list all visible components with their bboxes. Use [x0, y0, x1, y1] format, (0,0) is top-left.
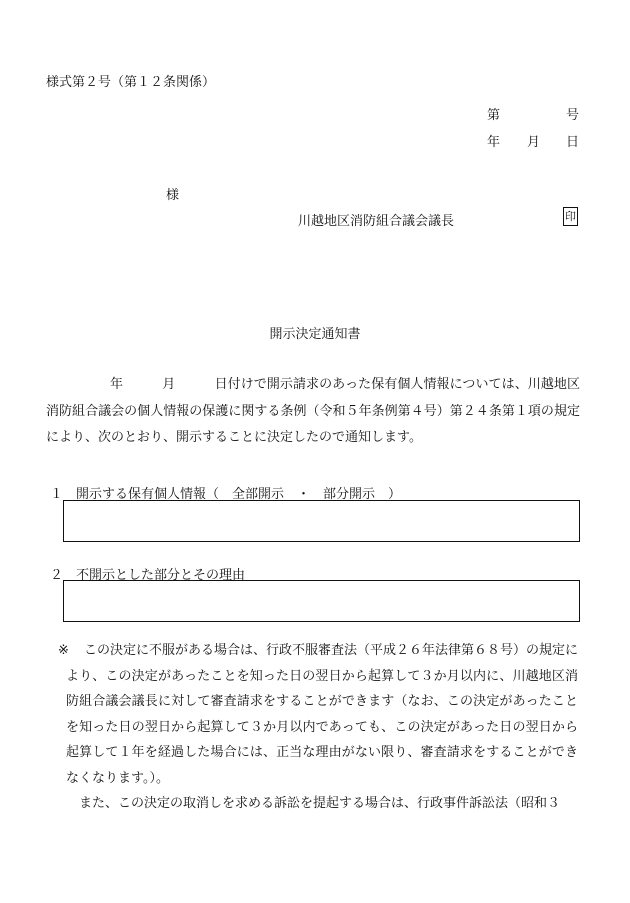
addressee-honorific: 様	[166, 188, 180, 203]
section-nondisclosure-box	[63, 580, 580, 622]
seal-mark: 印	[563, 207, 578, 226]
document-number-suffix: 号	[566, 108, 580, 123]
body-date-year: 年	[110, 377, 124, 392]
body-paragraph	[46, 372, 580, 452]
section-disclosed-info-label: １ 開示する保有個人情報（ 全部開示 ・ 部分開示 ）	[50, 487, 402, 502]
appeal-note	[58, 638, 579, 817]
body-text: 日付けで開示請求のあった保有個人情報については、川越地区消防組合議会の個人情報の保護に関する条例（令和５年条例第４号）第２４条第１項の規定により、次のとおり、開示することに決定したので通知します。	[46, 377, 580, 445]
date-day-label: 日	[566, 135, 580, 150]
date-year-label: 年	[487, 135, 501, 150]
document-title: 開示決定通知書	[269, 327, 361, 342]
document-number-prefix: 第	[487, 108, 501, 123]
date-month-label: 月	[527, 135, 541, 150]
note-paragraph-1: この決定に不服がある場合は、行政不服審査法（平成２６年法律第６８号）の規定により、この決定があったことを知った日の翌日から起算して３か月以内に、川越地区消防組合議会議長に対して審査請求をすることができます（なお、この決定があったことを知った日の翌日から起算して３か月以内であっても、この決定があった日の翌日から起算して１年を経過した場合には、正当な理由がない限り、審査請求をすることができなくなります。）。	[66, 643, 579, 786]
note-mark: ※	[58, 643, 69, 658]
section-nondisclosure-label: ２ 不開示とした部分とその理由	[50, 568, 246, 583]
section-disclosed-info-box	[63, 500, 580, 542]
body-date-month: 月	[162, 377, 176, 392]
form-label: 様式第２号（第１２条関係）	[46, 75, 216, 90]
note-paragraph-2: また、この決定の取消しを求める訴訟を提起する場合は、行政事件訴訟法（昭和３	[79, 796, 561, 811]
issuer-name: 川越地区消防組合議会議長	[298, 214, 455, 229]
